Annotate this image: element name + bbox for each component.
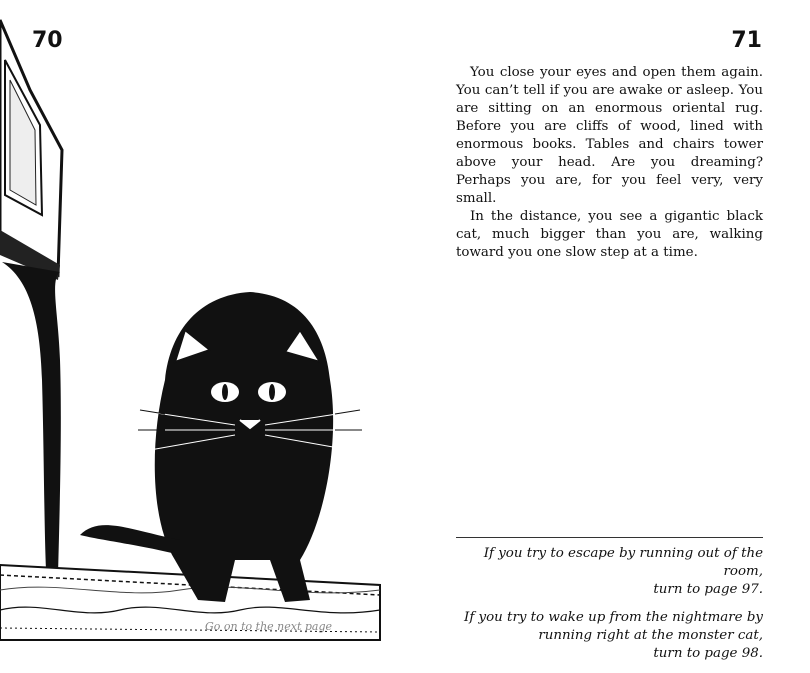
story-paragraph: In the distance, you see a gigantic black cat, much bigger than you are, walking toward you one slow step at a time. [456, 209, 763, 260]
page-number-left: 70 [32, 28, 63, 53]
choice-line: turn to page 98. [653, 646, 763, 661]
story-text [456, 64, 763, 262]
choice-escape [456, 545, 763, 599]
choice-line: running right at the monster cat, [538, 628, 763, 643]
choice-wake-up [456, 609, 763, 663]
right-page [410, 0, 810, 665]
table-drawing [0, 20, 62, 575]
story-paragraph: You close your eyes and open them again. You can’t tell if you are awake or asleep. You are sitting on an enormous oriental rug. Before you are cliffs of wood, lined with enormous books. Tables and chairs tower above your head. Are you dreaming? Perhaps you are, for you feel very, very small. [456, 65, 763, 206]
choice-line: turn to page 97. [653, 582, 763, 597]
choices-block [456, 545, 763, 673]
choice-line: If you try to escape by running out of the room, [483, 546, 763, 579]
black-cat-illustration [0, 0, 400, 665]
illustration-caption: Go on to the next page [205, 620, 333, 633]
page-number-right: 71 [731, 28, 762, 53]
choices-divider [456, 537, 763, 538]
left-page [0, 0, 400, 665]
choice-line: If you try to wake up from the nightmare by [464, 610, 763, 625]
cat-drawing [80, 292, 362, 602]
